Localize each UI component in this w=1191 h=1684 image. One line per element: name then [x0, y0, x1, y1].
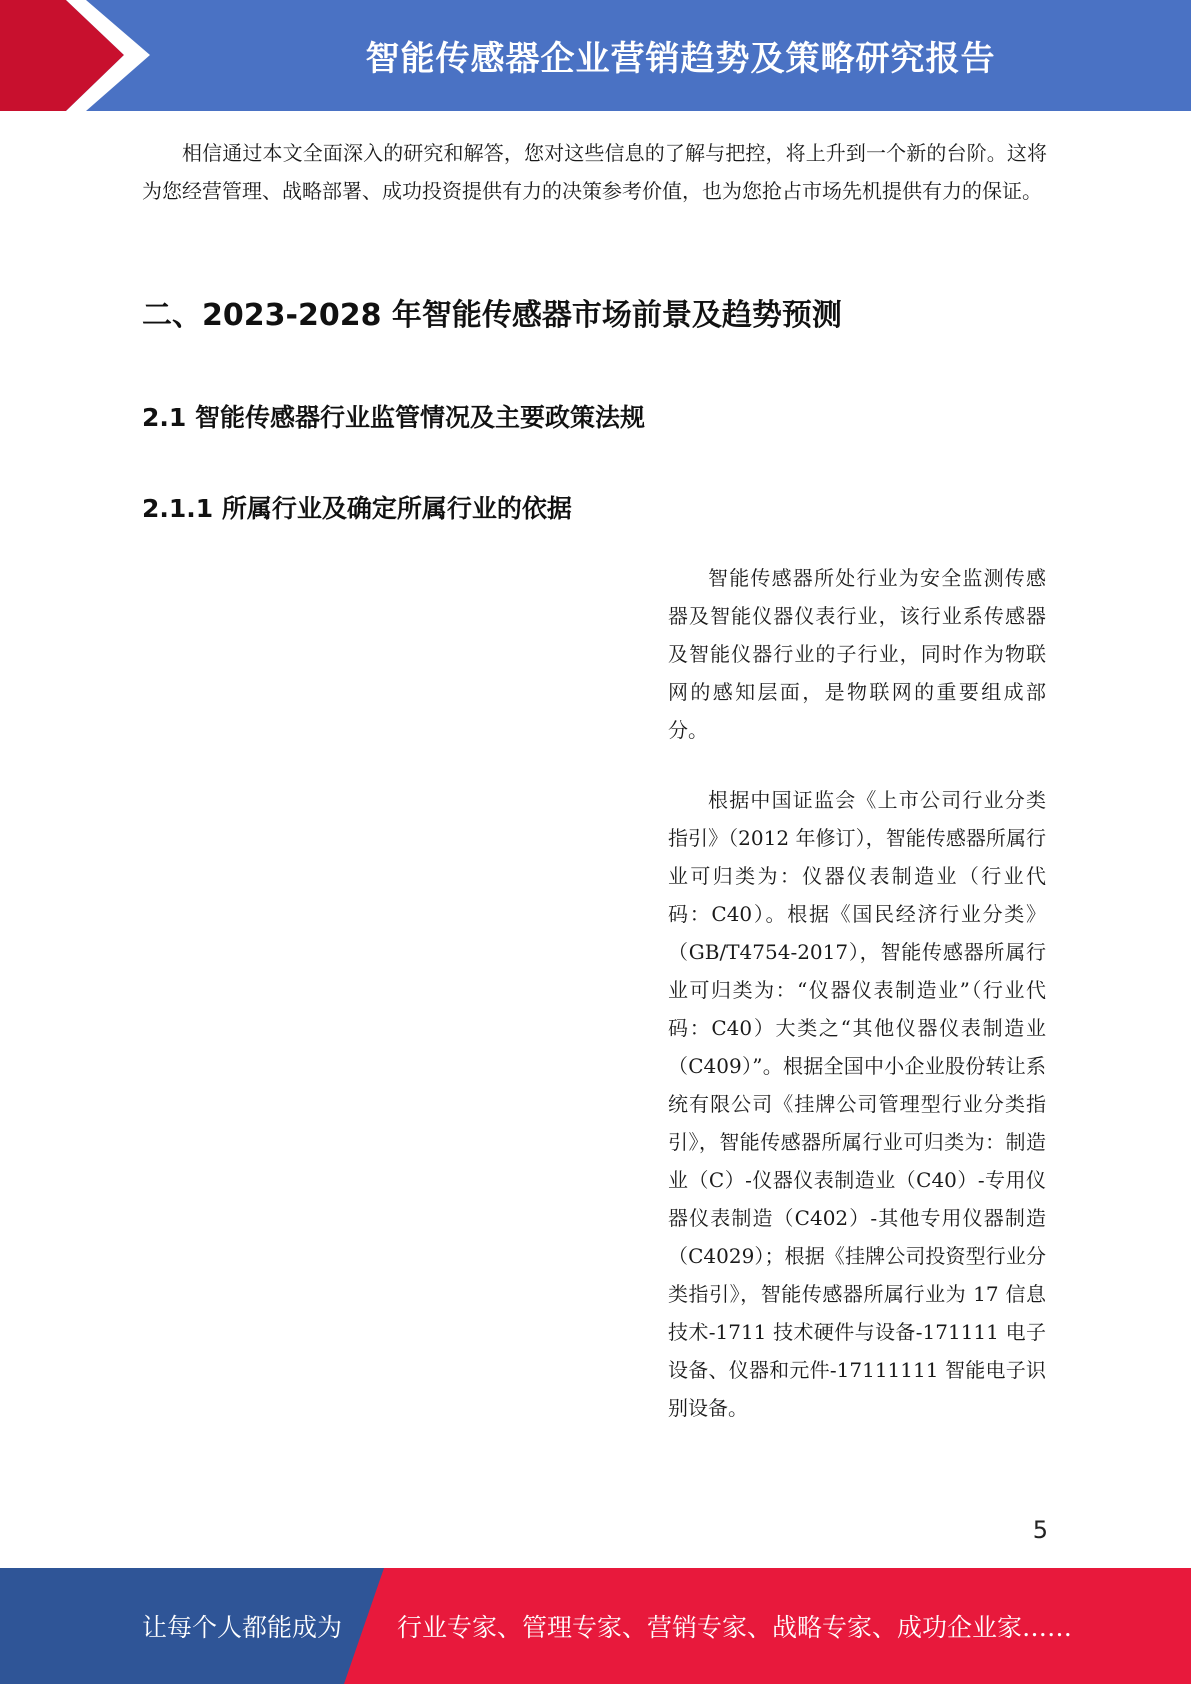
subsubsection-heading: 2.1.1 所属行业及确定所属行业的依据	[142, 494, 572, 523]
page-header	[0, 0, 1191, 111]
report-title: 智能传感器企业营销趋势及策略研究报告	[365, 39, 996, 79]
page-footer	[0, 1568, 1191, 1684]
classification-paragraph: 根据中国证监会《上市公司行业分类指引》（2012 年修订），智能传感器所属行业可归类为：仪器仪表制造业（行业代码：C40）。根据《国民经济行业分类》（GB/T4754-2017），智能传感器所属行业可归类为：“仪器仪表制造业”（行业代码：C40）大类之“其他仪器仪表制造业（C409）”。根据全国中小企业股份转让系统有限公司《挂牌公司管理型行业分类指引》，智能传感器所属行业可归类为：制造业（C）-仪器仪表制造业（C40）-专用仪器仪表制造（C402）-其他专用仪器制造（C4029）；根据《挂牌公司投资型行业分类指引》，智能传感器所属行业为 17 信息技术-1711 技术硬件与设备-171111 电子设备、仪器和元件-17111111 智能电子识别设备。	[668, 788, 1046, 1420]
subsection-heading: 2.1 智能传感器行业监管情况及主要政策法规	[142, 403, 645, 432]
industry-paragraph: 智能传感器所处行业为安全监测传感器及智能仪器仪表行业，该行业系传感器及智能仪器行业的子行业，同时作为物联网的感知层面，是物联网的重要组成部分。	[668, 566, 1046, 742]
section-heading: 二、2023-2028 年智能传感器市场前景及趋势预测	[142, 298, 842, 333]
intro-paragraph: 相信通过本文全面深入的研究和解答，您对这些信息的了解与把控，将上升到一个新的台阶。这将为您经营管理、战略部署、成功投资提供有力的决策参考价值，也为您抢占市场先机提供有力的保证。	[142, 141, 1047, 203]
page-number: 5	[1032, 1516, 1048, 1544]
footer-slogan-left: 让每个人都能成为	[142, 1613, 343, 1642]
footer-slogan-right: 行业专家、管理专家、营销专家、战略专家、成功企业家……	[397, 1613, 1073, 1642]
